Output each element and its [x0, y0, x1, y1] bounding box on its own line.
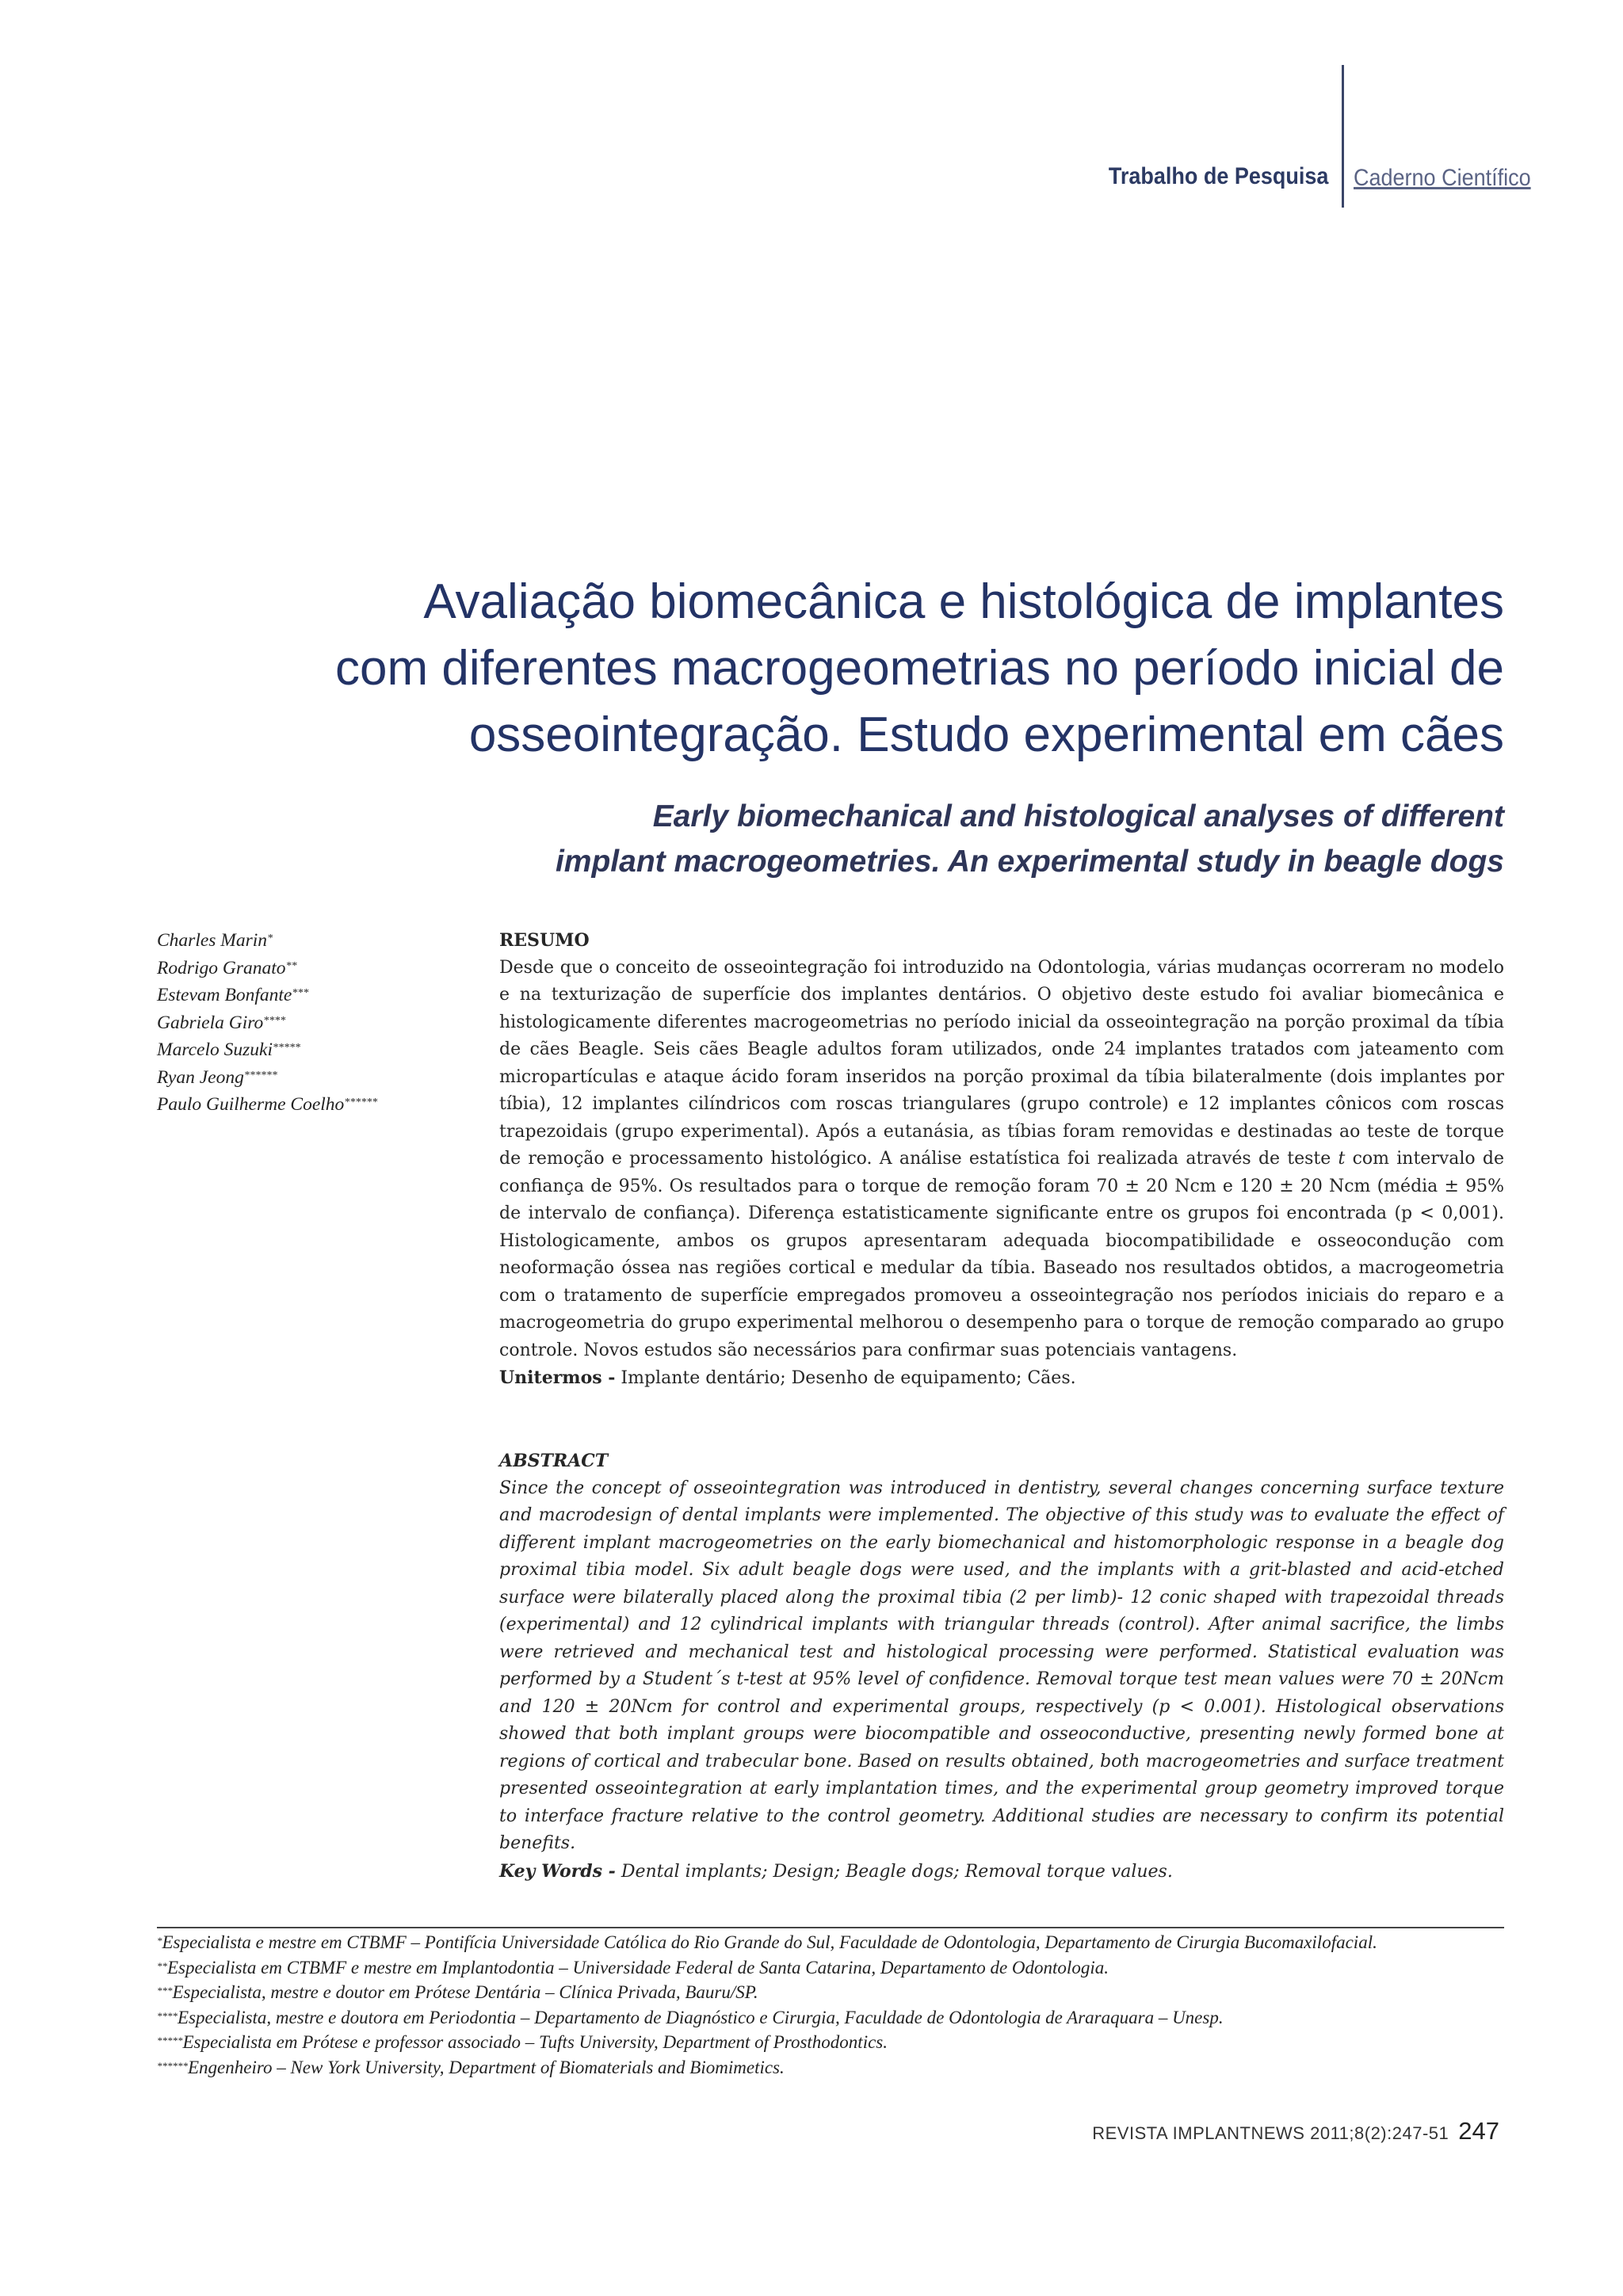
author-name: Charles Marin — [157, 930, 268, 951]
footnote — [157, 2030, 1504, 2055]
author — [157, 1091, 458, 1119]
author-list — [157, 927, 458, 1119]
author — [157, 955, 458, 982]
page-footer — [1092, 2117, 1499, 2145]
footnote-mark: ****** — [157, 2059, 188, 2072]
author-mark: *** — [292, 987, 309, 999]
author-name: Estevam Bonfante — [157, 985, 292, 1005]
subtitle-line: Early biomechanical and histological analyses of different — [652, 799, 1504, 833]
footnote-mark: ** — [157, 1959, 167, 1972]
resumo-text-part: Desde que o conceito de osseointegração foi introduzido na Odontologia, várias mudanças ocorreram no modelo e na texturização de superfície dos implantes dentários. O objetivo deste estudo foi avaliar biomecânica e histologicamente diferentes macrogeometrias no período inicial da osseointegração na porção proximal da tíbia de cães Beagle. Seis cães Beagle adultos foram utilizados, onde 24 implantes tratados com jateamento com micropartículas e ataque ácido foram inseridos na porção proximal da tíbia bilateralmente (dois implantes por tíbia), 12 implantes cilíndricos com roscas triangulares (grupo controle) e 12 implantes cônicos com roscas trapezoidais (grupo experimental). Após a eutanásia, as tíbias foram removidas e destinadas ao teste de torque de remoção e processamento histológico. A análise estatística foi realizada através de teste — [499, 957, 1504, 1169]
footnote-mark: *** — [157, 1985, 173, 1997]
t-symbol: t — [1338, 1149, 1346, 1169]
subtitle-line: implant macrogeometries. An experimental study in beagle dogs — [555, 845, 1504, 879]
page-number: 247 — [1458, 2117, 1499, 2145]
footnote-text: Especialista, mestre e doutor em Prótese Dentária – Clínica Privada, Bauru/SP. — [172, 1982, 758, 2002]
footnote-text: Especialista em Prótese e professor associado – Tufts University, Department of Prosthodontics. — [182, 2032, 888, 2052]
author-mark: ***** — [272, 1042, 300, 1054]
footnote-divider — [157, 1927, 1504, 1928]
author — [157, 927, 458, 955]
footnote — [157, 1980, 1504, 2005]
author — [157, 1064, 458, 1092]
resumo-keywords-label: Unitermos - — [499, 1367, 616, 1388]
footnotes — [157, 1930, 1504, 2080]
journal-citation: REVISTA IMPLANTNEWS 2011;8(2):247-51 — [1092, 2123, 1449, 2143]
abstract-text: Since the concept of osseointegration was introduced in dentistry, several changes concerning surface texture and macrodesign of dental implants were implemented. The objective of this study was to evaluate the effect of different implant macrogeometries on the early biomechanical and histomorphologic response in a beagle dog proximal tibia model. Six adult beagle dogs were used, and the implants with a grit-blasted and acid-etched surface were bilaterally placed along the proximal tibia (2 per limb)- 12 conic shaped with trapezoidal threads (experimental) and 12 cylindrical implants with triangular threads (control). After animal sacrifice, the limbs were retrieved and mechanical test and histological processing were performed. Statistical evaluation was performed by a Student´s t-test at 95% level of confidence. Removal torque test mean values were 70 ± 20Ncm and 120 ± 20Ncm for control and experimental groups, respectively (p < 0.001). Histological observations showed that both implant groups were biocompatible and osseoconductive, presenting newly formed bone at regions of cortical and trabecular bone. Based on results obtained, both macrogeometries and surface treatment presented osseointegration at early implantation times, and the experimental group geometry improved torque to interface fracture relative to the control geometry. Additional studies are necessary to confirm its potential benefits. — [499, 1478, 1504, 1853]
abstract-keywords — [499, 1858, 1504, 1886]
author-mark: ****** — [243, 1069, 277, 1081]
footnote — [157, 2005, 1504, 2031]
abstract-keywords-label: Key Words - — [499, 1860, 616, 1882]
article-subtitle — [475, 794, 1504, 884]
abstract-section — [499, 1447, 1504, 1886]
author-mark: **** — [263, 1014, 286, 1027]
title-line: osseointegração. Estudo experimental em cães — [468, 707, 1504, 762]
author — [157, 982, 458, 1009]
footnote-mark: * — [157, 1935, 162, 1947]
resumo-keywords — [499, 1364, 1504, 1393]
author-name: Ryan Jeong — [157, 1066, 244, 1088]
title-line: Avaliação biomecânica e histológica de implantes — [423, 574, 1504, 629]
footnote — [157, 1930, 1504, 1955]
resumo-keywords-value: Implante dentário; Desenho de equipamento; Cães. — [615, 1368, 1076, 1388]
author-name: Rodrigo Granato — [157, 957, 286, 978]
abstract-keywords-value: Dental implants; Design; Beagle dogs; Removal torque values. — [615, 1861, 1173, 1882]
footnote-mark: ***** — [157, 2035, 183, 2046]
resumo-text — [499, 955, 1504, 1365]
footnote-mark: **** — [157, 2009, 178, 2022]
author-mark: * — [267, 933, 273, 944]
resumo-heading: RESUMO — [499, 930, 590, 951]
title-line: com diferentes macrogeometrias no período inicial de — [335, 641, 1504, 696]
header-subsection-label: Caderno Científico — [1354, 165, 1531, 191]
header-section-label: Trabalho de Pesquisa — [1108, 163, 1328, 189]
author — [157, 1009, 458, 1037]
author-name: Gabriela Giro — [157, 1012, 264, 1033]
author-name: Paulo Guilherme Coelho — [157, 1094, 345, 1115]
footnote-text: Especialista, mestre e doutora em Periodontia – Departamento de Diagnóstico e Cirurgia, Faculdade de Odontologia de Araraquara – Unesp. — [178, 2007, 1224, 2027]
author — [157, 1036, 458, 1064]
footnote-text: Especialista em CTBMF e mestre em Implantodontia – Universidade Federal de Santa Catarina, Departamento de Odontologia. — [167, 1957, 1109, 1978]
resumo-text-part: com intervalo de confiança de 95%. Os resultados para o torque de remoção foram 70 ± 20 Ncm e 120 ± 20 Ncm (média ± 95% de intervalo de confiança). Diferença estatisticamente significante entre os grupos foi encontrada (p < 0,001). Histologicamente, ambos os grupos apresentaram adequada biocompatibilidade e osseocondução com neoformação óssea nas regiões cortical e medular da tíbia. Baseado nos resultados obtidos, a macrogeometria com o tratamento de superfície empregados promoveu a osseointegração nos períodos iniciais do reparo e a macrogeometria do grupo experimental melhorou o desempenho para o torque de remoção comparado ao grupo controle. Novos estudos são necessários para confirmar suas potenciais vantagens. — [499, 1149, 1505, 1360]
footnote-text: Especialista e mestre em CTBMF – Pontifícia Universidade Católica do Rio Grande do Sul, Faculdade de Odontologia, Departamento de Cirurgia Bucomaxilofacial. — [162, 1932, 1377, 1952]
footnote — [157, 2055, 1504, 2081]
footnote-text: Engenheiro – New York University, Department of Biomaterials and Biomimetics. — [188, 2057, 785, 2077]
author-mark: ** — [285, 959, 297, 972]
header-divider — [1342, 65, 1344, 208]
footnote — [157, 1955, 1504, 1981]
author-mark: ****** — [344, 1097, 378, 1108]
author-name: Marcelo Suzuki — [157, 1039, 273, 1060]
resumo-section — [499, 927, 1504, 1393]
article-title — [301, 569, 1504, 769]
abstract-heading: ABSTRACT — [499, 1451, 609, 1471]
